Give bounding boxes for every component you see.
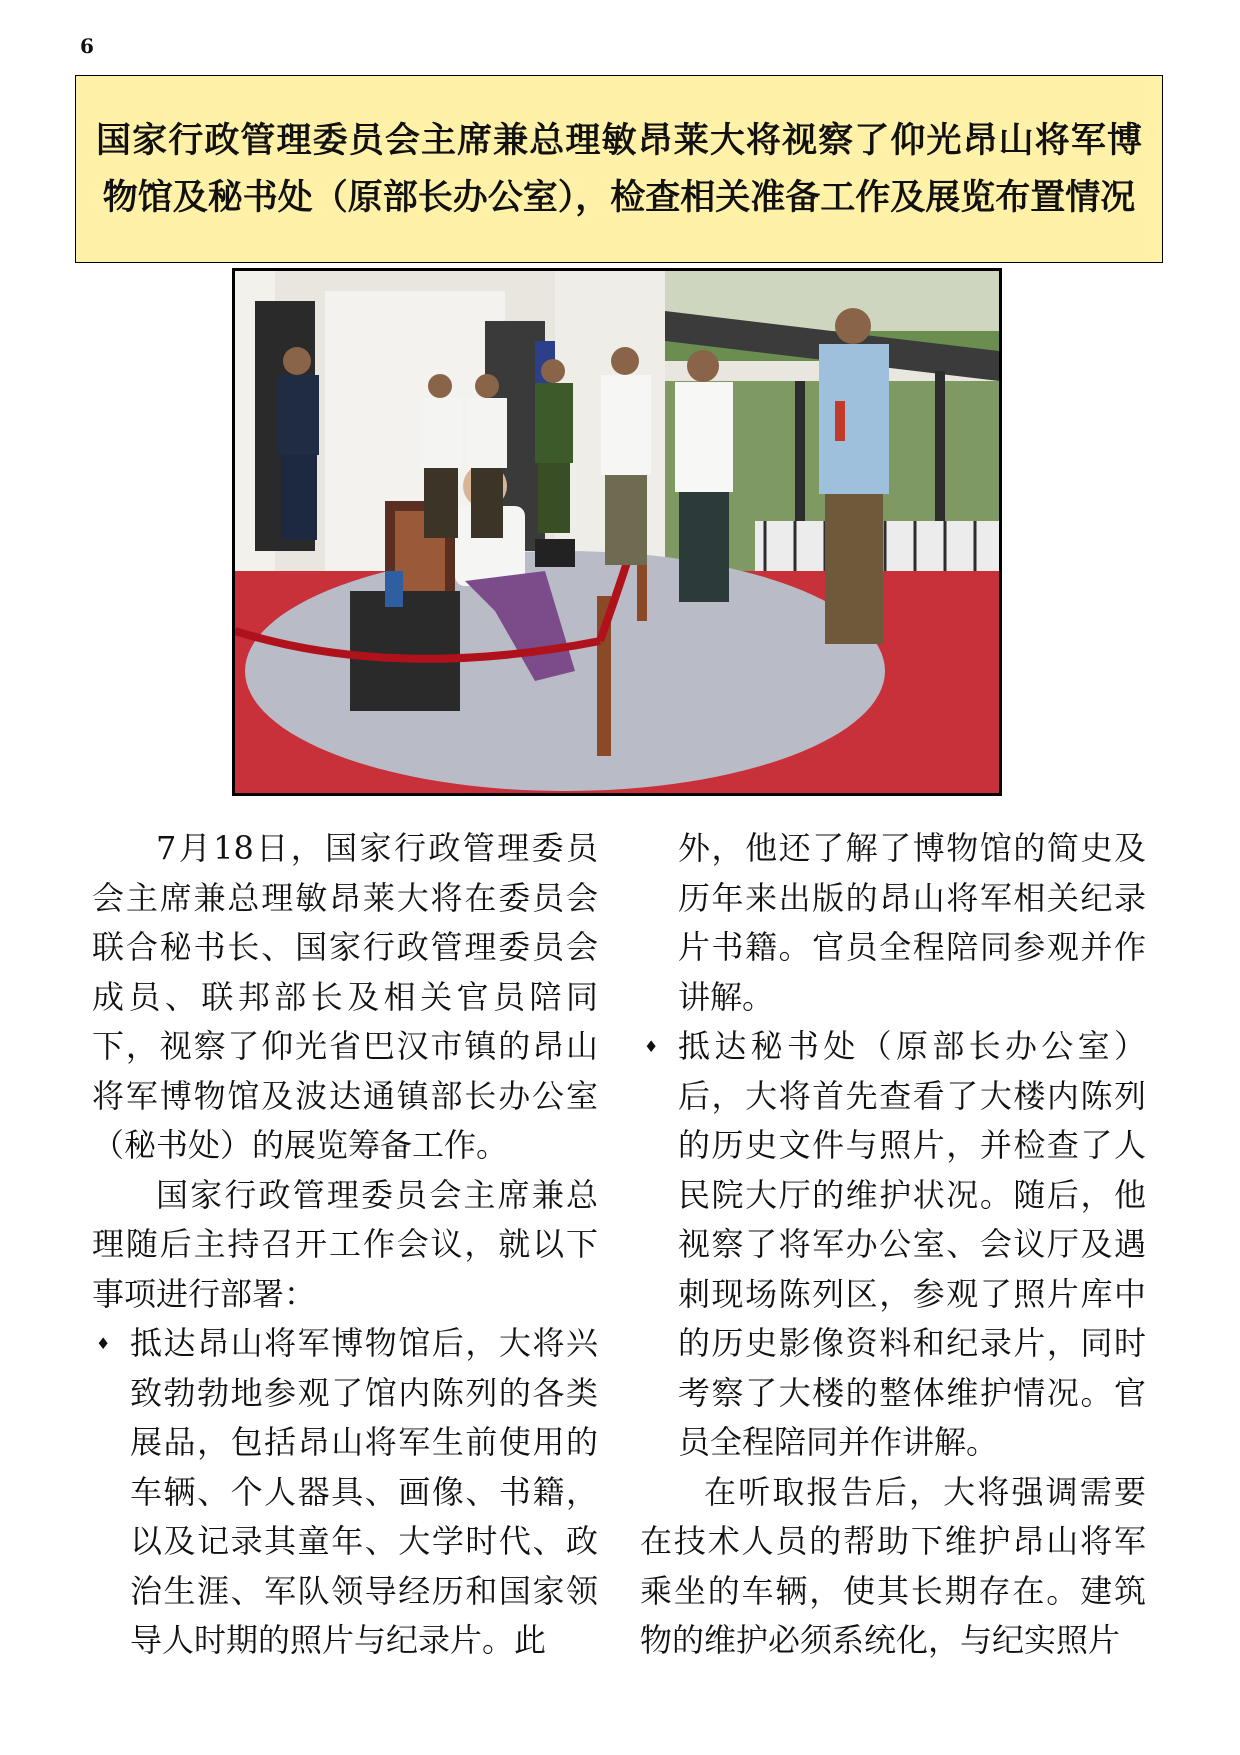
list-item-text: 抵达秘书处（原部长办公室）后，大将首先查看了大楼内陈列的历史文件与照片，并检查了人民院大厅的维护状况。随后，他视察了将军办公室、会议厅及遇刺现场陈列区，参观了照片库中的历史影像资料和纪录片，同时考察了大楼的整体维护情况。官员全程陪同并作讲解。 — [678, 1027, 1146, 1461]
diamond-bullet-icon: ♦ — [96, 1334, 111, 1353]
page-number: 6 — [80, 34, 94, 58]
bullet-list — [92, 1319, 598, 1666]
bullet-list — [640, 824, 1146, 1468]
list-item-text: 外，他还了解了博物馆的简史及历年来出版的昂山将军相关纪录片书籍。官员全程陪同参观并作讲解。 — [678, 829, 1146, 1016]
article-paragraph: 7月18日，国家行政管理委员会主席兼总理敏昂莱大将在委员会联合秘书长、国家行政管理委员会成员、联邦部长及相关官员陪同下，视察了仰光省巴汉市镇的昂山将军博物馆及波达通镇部长办公室（秘书处）的展览筹备工作。 — [92, 829, 598, 1164]
diamond-bullet-icon: ♦ — [644, 1037, 659, 1056]
article-column-right — [640, 824, 1146, 1666]
article-paragraph: 在听取报告后，大将强调需要在技术人员的帮助下维护昂山将军乘坐的车辆，使其长期存在。建筑物的维护必须系统化，与纪实照片 — [640, 1472, 1146, 1659]
news-photo — [232, 268, 1002, 796]
headline: 国家行政管理委员会主席兼总理敏昂莱大将视察了仰光昂山将军博物馆及秘书处（原部长办公室），检查相关准备工作及展览布置情况 — [96, 120, 1142, 218]
article-column-left — [92, 824, 598, 1666]
headline-box — [75, 75, 1163, 263]
list-item-continued — [640, 824, 1146, 1022]
list-item — [640, 1022, 1146, 1468]
news-photo-museum-visit-icon — [235, 271, 999, 793]
article-paragraph: 国家行政管理委员会主席兼总理随后主持召开工作会议，就以下事项进行部署： — [92, 1175, 598, 1313]
list-item-text: 抵达昂山将军博物馆后，大将兴致勃勃地参观了馆内陈列的各类展品，包括昂山将军生前使用的车辆、个人器具、画像、书籍，以及记录其童年、大学时代、政治生涯、军队领导经历和国家领导人时期的照片与纪录片。此 — [130, 1324, 598, 1659]
list-item — [92, 1319, 598, 1666]
